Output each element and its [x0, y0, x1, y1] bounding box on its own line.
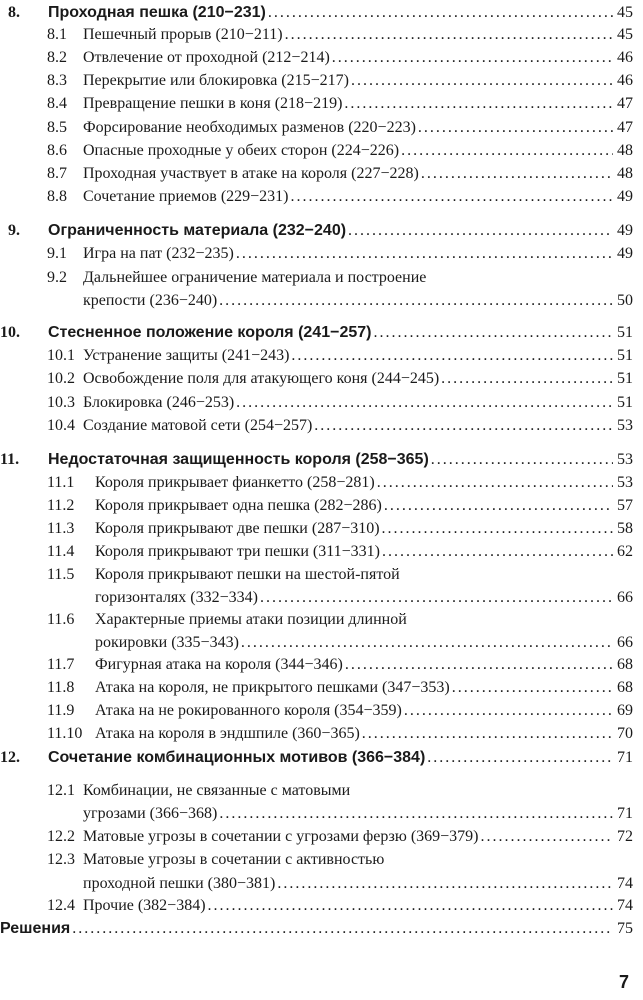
dot-leader — [219, 290, 613, 312]
toc-entry[interactable] — [0, 140, 643, 162]
toc-entry[interactable] — [0, 47, 643, 69]
toc-entry-number: 9.2 — [47, 269, 67, 286]
toc-entry[interactable] — [0, 368, 643, 390]
toc-entry-title: Недостаточная защищенность короля (258−365) — [48, 451, 429, 468]
toc-entry-title: Перекрытие или блокировка (215−217) — [83, 72, 349, 89]
toc-entry-page: 71 — [617, 805, 633, 822]
toc-entry-number: 10.4 — [47, 417, 75, 434]
toc-entry-continuation[interactable] — [0, 587, 643, 609]
toc-entry-number: 12.1 — [47, 782, 75, 799]
toc-entry[interactable] — [0, 747, 643, 769]
toc-entry-title: Превращение пешки в коня (218−219) — [83, 95, 343, 112]
toc-entry-page: 51 — [617, 370, 633, 387]
dot-leader — [72, 918, 612, 940]
toc-entry-number: 11.2 — [47, 497, 75, 514]
toc-entry[interactable] — [0, 609, 643, 631]
toc-entry[interactable] — [0, 564, 643, 586]
toc-entry[interactable] — [0, 243, 643, 265]
toc-entry-title: Короля прикрывает одна пешка (282−286) — [95, 497, 382, 514]
dot-leader — [441, 368, 613, 390]
toc-entry-title: Блокировка (246−253) — [83, 394, 235, 411]
toc-entry-page: 57 — [617, 497, 633, 514]
toc-entry[interactable] — [0, 654, 643, 676]
toc-entry-number: 8. — [8, 4, 20, 21]
toc-entry[interactable] — [0, 415, 643, 437]
toc-entry-page: 46 — [617, 49, 633, 66]
toc-entry-page: 51 — [617, 347, 633, 364]
toc-entry-title: Комбинации, не связанные с матовыми — [83, 782, 351, 799]
toc-entry-page: 68 — [617, 656, 633, 673]
dot-leader — [348, 220, 613, 242]
toc-entry-title: Форсирование необходимых разменов (220−223) — [83, 119, 416, 136]
toc-entry-title-continued: крепости (236−240) — [83, 292, 218, 309]
toc-entry-page: 58 — [617, 520, 633, 537]
toc-entry-page: 50 — [617, 292, 633, 309]
toc-entry-number: 12.4 — [47, 897, 75, 914]
toc-entry[interactable] — [0, 2, 643, 24]
toc-entry[interactable] — [0, 895, 643, 917]
toc-entry-number: 11.6 — [47, 611, 75, 628]
toc-entry-page: 74 — [617, 875, 633, 892]
toc-entry[interactable] — [0, 70, 643, 92]
toc-entry[interactable] — [0, 117, 643, 139]
toc-entry-title: Проходная пешка (210−231) — [48, 4, 266, 21]
toc-entry-title: Освобождение поля для атакующего коня (244−245) — [83, 370, 440, 387]
toc-entry-number: 11. — [0, 451, 20, 468]
toc-entry-page: 66 — [617, 634, 633, 651]
toc-entry[interactable] — [0, 392, 643, 414]
toc-entry-page: 53 — [617, 417, 633, 434]
dot-leader — [427, 747, 613, 769]
toc-entry-title: Прочие (382−384) — [83, 897, 206, 914]
toc-entry-continuation[interactable] — [0, 803, 643, 825]
dot-leader — [384, 495, 613, 517]
toc-entry-title: Короля прикрывают две пешки (287−310) — [95, 520, 380, 537]
dot-leader — [431, 449, 613, 471]
toc-entry-page: 70 — [617, 725, 633, 742]
toc-entry[interactable] — [0, 495, 643, 517]
toc-entry-title: Создание матовой сети (254−257) — [83, 417, 313, 434]
toc-entry-number: 11.9 — [47, 702, 75, 719]
toc-entry-title: Устранение защиты (241−243) — [83, 347, 290, 364]
dot-leader — [260, 587, 613, 609]
toc-entry-page: 72 — [617, 828, 633, 845]
dot-leader — [345, 654, 613, 676]
toc-entry-continuation[interactable] — [0, 632, 643, 654]
toc-entry-title: Короля прикрывают три пешки (311−331) — [95, 543, 380, 560]
dot-leader — [401, 140, 613, 162]
toc-entry-title-continued: проходной пешки (380−381) — [83, 875, 276, 892]
toc-entry-number: 9.1 — [47, 245, 67, 262]
toc-entry-number: 11.8 — [47, 679, 75, 696]
toc-entry[interactable] — [0, 186, 643, 208]
dot-leader — [382, 541, 613, 563]
toc-entry[interactable] — [0, 677, 643, 699]
toc-entry-title: Атака на короля, не прикрытого пешками (347−353) — [95, 679, 450, 696]
toc-entry-number: 12.3 — [47, 851, 75, 868]
toc-entry-number: 8.3 — [47, 72, 67, 89]
toc-entry-continuation[interactable] — [0, 873, 643, 895]
toc-entry-title-continued: угрозами (366−368) — [83, 805, 218, 822]
dot-leader — [351, 70, 613, 92]
toc-entry-number: 11.7 — [47, 656, 75, 673]
toc-entry-page: 45 — [617, 4, 633, 21]
toc-entry[interactable] — [0, 267, 643, 289]
dot-leader — [421, 163, 613, 185]
dot-leader — [418, 117, 613, 139]
toc-entry-number: 10.1 — [47, 347, 75, 364]
toc-entry-title: Атака на не рокированного короля (354−359) — [95, 702, 402, 719]
toc-entry-title: Короля прикрывает фианкетто (258−281) — [95, 474, 375, 491]
toc-entry[interactable] — [0, 826, 643, 848]
dot-leader — [332, 47, 613, 69]
dot-leader — [382, 518, 613, 540]
toc-entry[interactable] — [0, 518, 643, 540]
toc-entry-page: 49 — [617, 222, 633, 239]
dot-leader — [404, 700, 613, 722]
dot-leader — [452, 677, 613, 699]
toc-entry-page: 53 — [617, 451, 633, 468]
toc-entry[interactable] — [0, 472, 643, 494]
page-number: 7 — [618, 972, 629, 992]
dot-leader — [277, 873, 613, 895]
toc-entry[interactable] — [0, 449, 643, 471]
toc-entry-title: Фигурная атака на короля (344−346) — [95, 656, 343, 673]
toc-entry-number: 8.2 — [47, 49, 67, 66]
toc-entry-number: 11.4 — [47, 543, 75, 560]
toc-entry-title: Дальнейшее ограничение материала и построение — [83, 269, 427, 286]
dot-leader — [377, 472, 613, 494]
dot-leader — [373, 322, 613, 344]
dot-leader — [208, 895, 613, 917]
dot-leader — [236, 392, 613, 414]
toc-entry[interactable] — [0, 700, 643, 722]
toc-entry-number: 8.8 — [47, 188, 67, 205]
toc-entry-page: 48 — [617, 142, 633, 159]
dot-leader — [314, 415, 613, 437]
toc-entry[interactable] — [0, 163, 643, 185]
toc-entry-number: 11.3 — [47, 520, 75, 537]
toc-entry-title: Стесненное положение короля (241−257) — [48, 324, 372, 341]
toc-entry-page: 68 — [617, 679, 633, 696]
toc-entry-solutions[interactable] — [0, 918, 643, 940]
toc-entry-page: 53 — [617, 474, 633, 491]
toc-entry-number: 8.4 — [47, 95, 67, 112]
dot-leader — [291, 345, 613, 367]
toc-entry-page: 51 — [617, 394, 633, 411]
toc-entry-page: 66 — [617, 589, 633, 606]
toc-entry-number: 12. — [0, 749, 20, 766]
dot-leader — [236, 243, 613, 265]
toc-entry-number: 8.1 — [47, 26, 67, 43]
toc-entry-number: 10.2 — [47, 370, 75, 387]
dot-leader — [285, 24, 613, 46]
toc-entry-number: 8.6 — [47, 142, 67, 159]
toc-entry-title: Проходная участвует в атаке на короля (227−228) — [83, 165, 419, 182]
toc-entry-page: 71 — [617, 749, 633, 766]
toc-entry-page: 48 — [617, 165, 633, 182]
toc-entry-number: 11.10 — [47, 725, 83, 742]
toc-entry[interactable] — [0, 322, 643, 344]
toc-entry[interactable] — [0, 93, 643, 115]
toc-entry-page: 49 — [617, 188, 633, 205]
toc-entry-title: Сочетание комбинационных мотивов (366−384) — [48, 749, 426, 766]
toc-entry-title: Матовые угрозы в сочетании с активностью — [83, 851, 385, 868]
toc-entry-number: 8.7 — [47, 165, 67, 182]
toc-entry-title-continued: рокировки (335−343) — [95, 634, 239, 651]
toc-entry-number: 8.5 — [47, 119, 67, 136]
dot-leader — [219, 803, 613, 825]
toc-entry-title: Игра на пат (232−235) — [83, 245, 234, 262]
toc-entry-title: Опасные проходные у обеих сторон (224−226) — [83, 142, 400, 159]
toc-entry-page: 69 — [617, 702, 633, 719]
toc-entry-number: 11.1 — [47, 474, 75, 491]
dot-leader — [291, 186, 613, 208]
toc-entry-page: 75 — [617, 920, 633, 937]
dot-leader — [268, 2, 613, 24]
toc-entry-title: Матовые угрозы в сочетании с угрозами ферзю (369−379) — [83, 828, 479, 845]
toc-entry-title: Характерные приемы атаки позиции длинной — [95, 611, 407, 628]
toc-entry[interactable] — [0, 541, 643, 563]
toc-entry-title: Короля прикрывают пешки на шестой-пятой — [95, 566, 400, 583]
toc-entry-page: 45 — [617, 26, 633, 43]
toc-entry[interactable] — [0, 780, 643, 802]
dot-leader — [481, 826, 614, 848]
toc-entry-title: Отвлечение от проходной (212−214) — [83, 49, 330, 66]
toc-entry-title: Атака на короля в эндшпиле (360−365) — [95, 725, 360, 742]
toc-entry-number: 10.3 — [47, 394, 75, 411]
toc-entry-page: 74 — [617, 897, 633, 914]
toc-entry[interactable] — [0, 24, 643, 46]
toc-entry[interactable] — [0, 849, 643, 871]
toc-entry-number: 12.2 — [47, 828, 75, 845]
toc-entry[interactable] — [0, 723, 643, 745]
toc-entry-title: Сочетание приемов (229−231) — [83, 188, 289, 205]
toc-entry-page: 46 — [617, 72, 633, 89]
toc-entry-page: 49 — [617, 245, 633, 262]
toc-entry[interactable] — [0, 220, 643, 242]
toc-entry-number: 10. — [0, 324, 20, 341]
toc-entry-title: Пешечный прорыв (210−211) — [83, 26, 283, 43]
toc-entry-page: 47 — [617, 95, 633, 112]
toc-entry-title-continued: горизонталях (332−334) — [95, 589, 258, 606]
toc-entry-title: Решения — [0, 920, 71, 937]
toc-entry-title: Ограниченность материала (232−240) — [48, 222, 347, 239]
dot-leader — [241, 632, 613, 654]
toc-entry-page: 47 — [617, 119, 633, 136]
dot-leader — [362, 723, 613, 745]
toc-entry-number: 9. — [8, 222, 20, 239]
toc-entry-number: 11.5 — [47, 566, 75, 583]
dot-leader — [344, 93, 613, 115]
toc-entry-page: 51 — [617, 324, 633, 341]
toc-entry-page: 62 — [617, 543, 633, 560]
toc-entry[interactable] — [0, 345, 643, 367]
toc-entry-continuation[interactable] — [0, 290, 643, 312]
